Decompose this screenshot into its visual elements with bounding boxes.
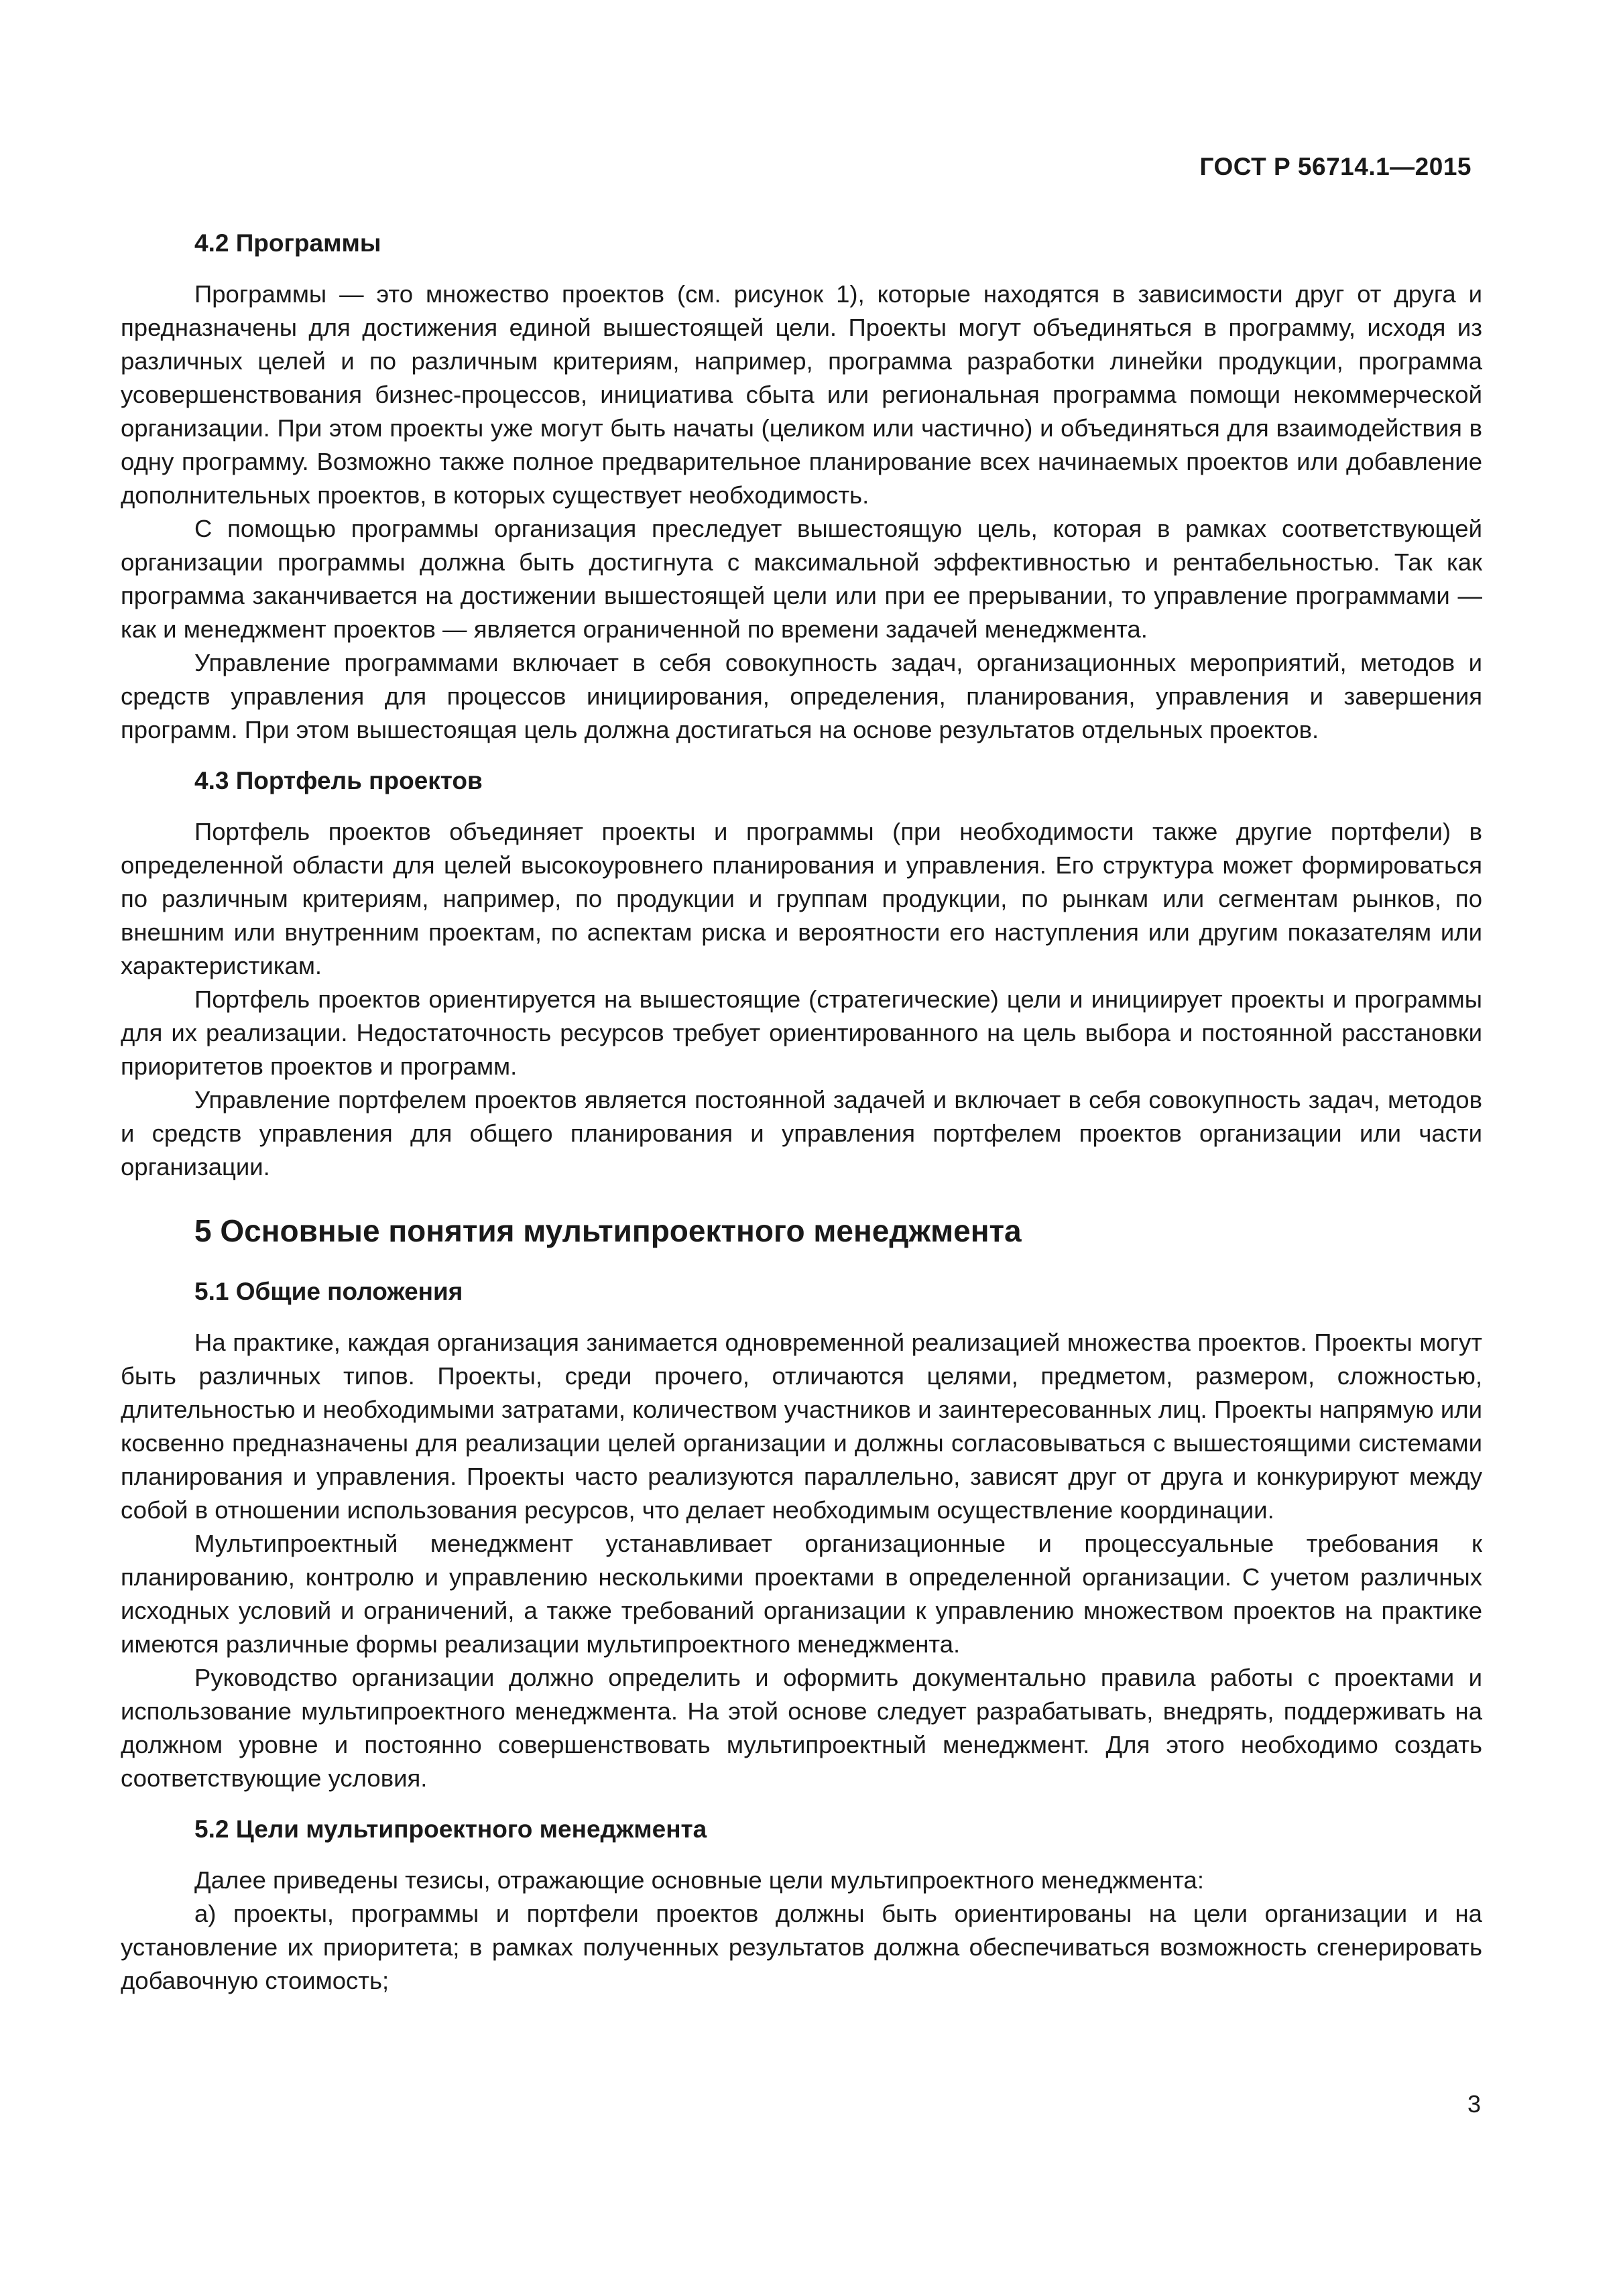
- section-4-2-heading: 4.2 Программы: [194, 229, 381, 257]
- section-4-3-paragraph-1: Портфель проектов объединяет проекты и программы (при необходимости также другие портфели) в определенной области для целей высокоуровнего планирования и управления. Его структура может формироваться по различным критериям, например, по продукции и группам продукции, по рынкам или сегментам рынков, по внешним или внутренним проектам, по аспектам риска и вероятности его наступления или другим показателям или характеристикам.: [121, 818, 1482, 979]
- section-5-2-heading: 5.2 Цели мультипроектного менеджмента: [194, 1815, 707, 1843]
- section-4-3-heading: 4.3 Портфель проектов: [194, 767, 483, 794]
- list-item-a: а) проекты, программы и портфели проектов должны быть ориентированы на цели организации и на установление их приоритета; в рамках полученных результатов должна обеспечиваться возможность сгенерировать добавочную стоимость;: [121, 1900, 1482, 1994]
- section-4-2-paragraph-2: С помощью программы организация преследует вышестоящую цель, которая в рамках соответствующей организации программы должна быть достигнута с максимальной эффективностью и рентабельностью. Так как программа заканчивается на достижении вышестоящей цели или при ее прерывании, то управление программами — как и менеджмент проектов — является ограниченной по времени задачей менеджмента.: [121, 515, 1482, 643]
- section-5-1-paragraph-3: Руководство организации должно определить и оформить документально правила работы с проектами и использование мультипроектного менеджмента. На этой основе следует разрабатывать, внедрять, поддерживать на должном уровне и постоянно совершенствовать мультипроектный менеджмент. Для этого необходимо создать соответствующие условия.: [121, 1664, 1482, 1792]
- section-5-1-paragraph-2: Мультипроектный менеджмент устанавливает организационные и процессуальные требования к планированию, контролю и управлению несколькими проектами в определенной организации. С учетом различных исходных условий и ограничений, а также требований организации к управлению множеством проектов на практике имеются различные формы реализации мультипроектного менеджмента.: [121, 1530, 1482, 1658]
- page-body: [121, 227, 1482, 1998]
- section-5-2-intro: Далее приведены тезисы, отражающие основные цели мультипроектного менеджмента:: [194, 1866, 1204, 1894]
- section-4-2-paragraph-3: Управление программами включает в себя совокупность задач, организационных мероприятий, методов и средств управления для процессов инициирования, определения, планирования, управления и завершения программ. При этом вышестоящая цель должна достигаться на основе результатов отдельных проектов.: [121, 649, 1482, 743]
- section-5-1-paragraph-1: На практике, каждая организация занимается одновременной реализацией множества проектов. Проекты могут быть различных типов. Проекты, среди прочего, отличаются целями, предметом, размером, сложностью, длительностью и необходимыми затратами, количеством участников и заинтересованных лиц. Проекты напрямую или косвенно предназначены для реализации целей организации и должны согласовываться с вышестоящими системами планирования и управления. Проекты часто реализуются параллельно, зависят друг от друга и конкурируют между собой в отношении использования ресурсов, что делает необходимым осуществление координации.: [121, 1329, 1482, 1524]
- document-standard-number: ГОСТ Р 56714.1—2015: [1199, 153, 1471, 180]
- section-4-2-paragraph-1: Программы — это множество проектов (см. рисунок 1), которые находятся в зависимости друг от друга и предназначены для достижения единой вышестоящей цели. Проекты могут объединяться в программу, исходя из различных целей и по различным критериям, например, программа разработки линейки продукции, программа усовершенствования бизнес-процессов, инициатива сбыта или региональная программа помощи некоммерческой организации. При этом проекты уже могут быть начаты (целиком или частично) и объединяться для взаимодействия в одну программу. Возможно также полное предварительное планирование всех начинаемых проектов или добавление дополнительных проектов, в которых существует необходимость.: [121, 280, 1482, 509]
- page-number: 3: [1467, 2090, 1481, 2118]
- section-5-1-heading: 5.1 Общие положения: [194, 1278, 463, 1305]
- section-5-heading: 5 Основные понятия мультипроектного менеджмента: [194, 1213, 1022, 1248]
- section-4-3-paragraph-2: Портфель проектов ориентируется на вышестоящие (стратегические) цели и инициирует проекты и программы для их реализации. Недостаточность ресурсов требует ориентированного на цель выбора и постоянной расстановки приоритетов проектов и программ.: [121, 985, 1482, 1080]
- section-4-3-paragraph-3: Управление портфелем проектов является постоянной задачей и включает в себя совокупность задач, методов и средств управления для общего планирования и управления портфелем проектов организации или части организации.: [121, 1086, 1482, 1181]
